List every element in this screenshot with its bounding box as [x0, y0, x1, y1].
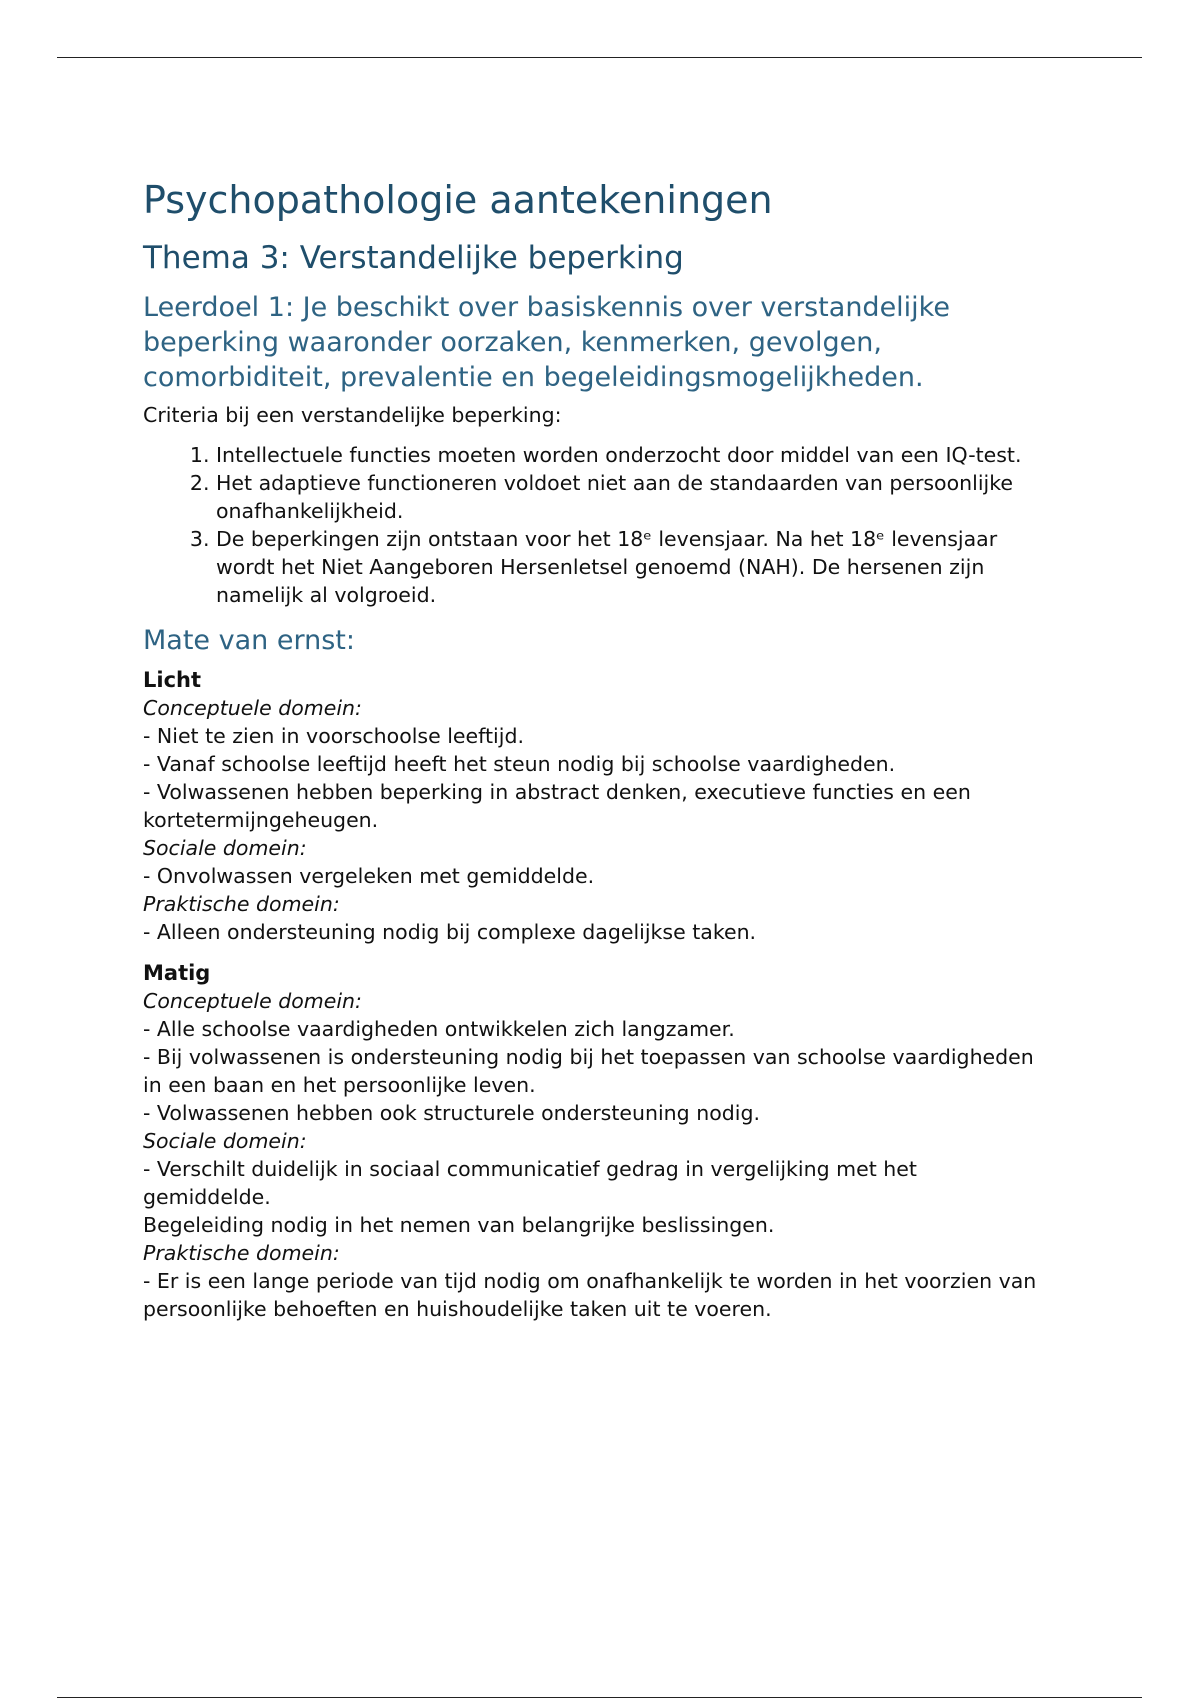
top-rule	[57, 57, 1142, 58]
severity-heading: Mate van ernst:	[143, 625, 355, 656]
learning-goal-heading: Leerdoel 1: Je beschikt over basiskennis over verstandelijke beperking waaronder oorzaken, kenmerken, gevolgen, comorbiditeit, prevalentie en begeleidingsmogelijkheden.	[143, 292, 950, 393]
criteria-item: 2. Het adaptieve functioneren voldoet niet aan de standaarden van persoonlijke onafhankelijkheid.	[216, 469, 1043, 525]
domain-line: - Alleen ondersteuning nodig bij complexe dagelijkse taken.	[143, 920, 757, 944]
document-body	[143, 176, 1043, 1323]
section-spacer	[143, 946, 1043, 959]
domain-line: Begeleiding nodig in het nemen van belangrijke beslissingen.	[143, 1213, 775, 1237]
practical-domain-label: Praktische domein:	[143, 1241, 340, 1265]
document-title: Psychopathologie aantekeningen	[143, 178, 773, 222]
criteria-intro: Criteria bij een verstandelijke beperking:	[143, 403, 562, 427]
section-licht	[143, 666, 1043, 946]
domain-line: - Volwassenen hebben ook structurele ondersteuning nodig.	[143, 1101, 760, 1125]
criteria-list	[143, 441, 1043, 609]
severity-label-licht: Licht	[143, 668, 202, 692]
domain-line: - Alle schoolse vaardigheden ontwikkelen zich langzamer.	[143, 1017, 735, 1041]
social-domain-label: Sociale domein:	[143, 1129, 307, 1153]
conceptual-domain-label: Conceptuele domein:	[143, 696, 362, 720]
conceptual-domain-label: Conceptuele domein:	[143, 989, 362, 1013]
domain-line: - Verschilt duidelijk in sociaal communicatief gedrag in vergelijking met het gemiddelde.	[143, 1157, 917, 1209]
criteria-item: 1. Intellectuele functies moeten worden onderzocht door middel van een IQ-test.	[216, 441, 1043, 469]
severity-label-matig: Matig	[143, 961, 211, 985]
practical-domain-label: Praktische domein:	[143, 892, 340, 916]
bottom-rule	[57, 1697, 1142, 1698]
domain-line: - Onvolwassen vergeleken met gemiddelde.	[143, 864, 595, 888]
domain-line: - Vanaf schoolse leeftijd heeft het steun nodig bij schoolse vaardigheden.	[143, 752, 896, 776]
theme-heading: Thema 3: Verstandelijke beperking	[143, 240, 684, 276]
domain-line: - Bij volwassenen is ondersteuning nodig bij het toepassen van schoolse vaardigheden in een baan en het persoonlijke leven.	[143, 1045, 1034, 1097]
criteria-item: 3. De beperkingen zijn ontstaan voor het 18ᵉ levensjaar. Na het 18ᵉ levensjaar wordt het Niet Aangeboren Hersenletsel genoemd (NAH). De hersenen zijn namelijk al volgroeid.	[216, 525, 1043, 609]
domain-line: - Volwassenen hebben beperking in abstract denken, executieve functies en een kortetermijngeheugen.	[143, 780, 971, 832]
social-domain-label: Sociale domein:	[143, 836, 307, 860]
domain-line: - Er is een lange periode van tijd nodig om onafhankelijk te worden in het voorzien van persoonlijke behoeften en huishoudelijke taken uit te voeren.	[143, 1269, 1037, 1321]
section-matig	[143, 959, 1043, 1323]
domain-line: - Niet te zien in voorschoolse leeftijd.	[143, 724, 524, 748]
